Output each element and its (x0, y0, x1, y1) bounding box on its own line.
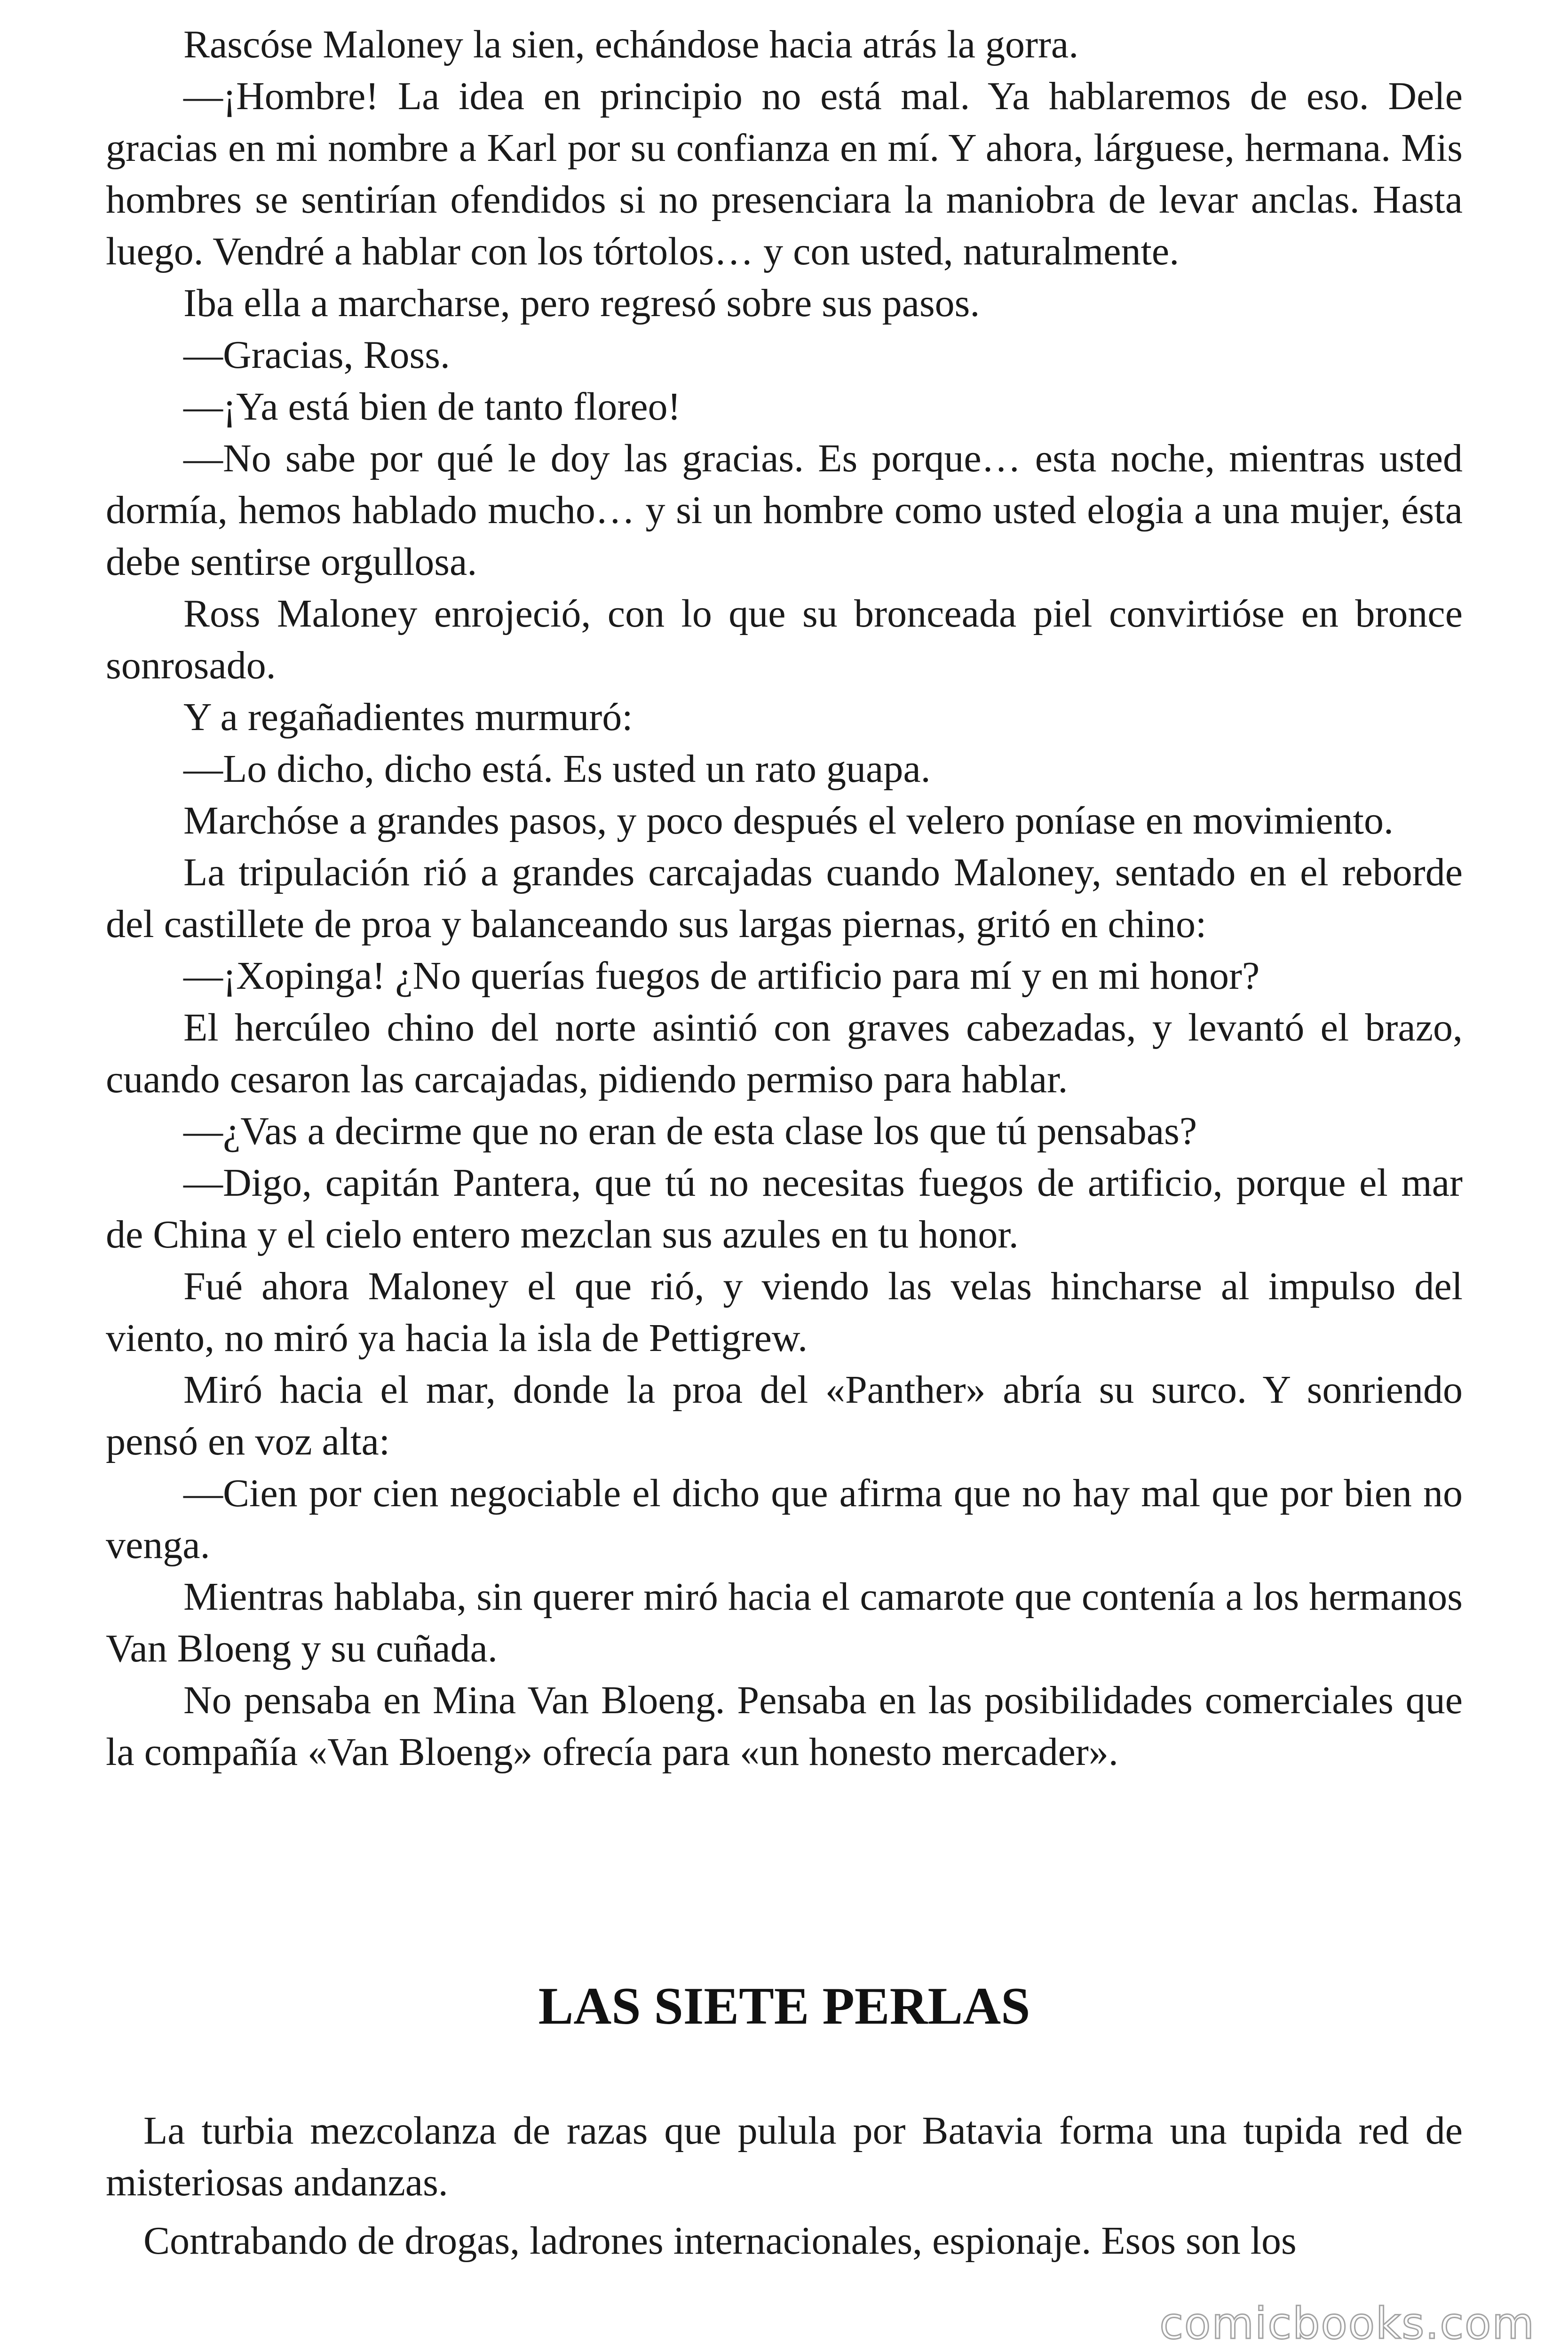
paragraph: Iba ella a marcharse, pero regresó sobre sus pasos. (183, 281, 980, 325)
paragraph: Rascóse Maloney la sien, echándose hacia atrás la gorra. (183, 23, 1079, 66)
paragraph: Miró hacia el mar, donde la proa del «Panther» abría su surco. Y sonriendo pensó en voz alta: (106, 1368, 1463, 1463)
watermark-logo: comicbooks.com (1159, 2298, 1535, 2349)
paragraph: —Lo dicho, dicho está. Es usted un rato guapa. (183, 747, 931, 791)
paragraph: La turbia mezcolanza de razas que pulula por Batavia forma una tupida red de misteriosas andanzas. (106, 2109, 1463, 2204)
paragraph: —¿Vas a decirme que no eran de esta clase los que tú pensabas? (183, 1109, 1197, 1153)
paragraph: Fué ahora Maloney el que rió, y viendo las velas hincharse al impulso del viento, no miró ya hacia la isla de Pettigrew. (106, 1264, 1463, 1360)
paragraph: —¡Ya está bien de tanto floreo! (183, 385, 681, 429)
paragraph: —¡Xopinga! ¿No querías fuegos de artificio para mí y en mi honor? (183, 954, 1260, 998)
paragraph: —¡Hombre! La idea en principio no está mal. Ya hablaremos de eso. Dele gracias en mi nombre a Karl por su confianza en mí. Y ahora, lárguese, hermana. Mis hombres se sentirían ofendidos si no presenciara la maniobra de levar anclas. Hasta luego. Vendré a hablar con los tórtolos… y con usted, naturalmente. (106, 74, 1463, 273)
paragraph: Contrabando de drogas, ladrones internacionales, espionaje. Esos son los (143, 2219, 1297, 2263)
paragraph: No pensaba en Mina Van Bloeng. Pensaba en las posibilidades comerciales que la compañía «Van Bloeng» ofrecía para «un honesto mercader». (106, 1678, 1463, 1774)
paragraph: —No sabe por qué le doy las gracias. Es porque… esta noche, mientras usted dormía, hemos hablado mucho… y si un hombre como usted elogia a una mujer, ésta debe sentirse orgullosa. (106, 437, 1463, 584)
paragraph: Mientras hablaba, sin querer miró hacia el camarote que contenía a los hermanos Van Bloeng y su cuñada. (106, 1575, 1463, 1670)
paragraph: Marchóse a grandes pasos, y poco después el velero poníase en movimiento. (183, 799, 1394, 842)
paragraph: —Cien por cien negociable el dicho que afirma que no hay mal que por bien no venga. (106, 1471, 1463, 1567)
chapter-body (106, 2105, 1463, 2267)
paragraph: Y a regañadientes murmuró: (183, 695, 633, 739)
paragraph: —Gracias, Ross. (183, 333, 450, 377)
paragraph: El hercúleo chino del norte asintió con graves cabezadas, y levantó el brazo, cuando cesaron las carcajadas, pidiendo permiso para hablar. (106, 1006, 1463, 1101)
chapter-heading: LAS SIETE PERLAS (538, 1977, 1030, 2035)
document-body (106, 19, 1463, 1778)
paragraph: La tripulación rió a grandes carcajadas cuando Maloney, sentado en el reborde del castillete de proa y balanceando sus largas piernas, gritó en chino: (106, 850, 1463, 946)
paragraph: Ross Maloney enrojeció, con lo que su bronceada piel convirtióse en bronce sonrosado. (106, 592, 1463, 687)
paragraph: —Digo, capitán Pantera, que tú no necesitas fuegos de artificio, porque el mar de China y el cielo entero mezclan sus azules en tu honor. (106, 1161, 1463, 1256)
